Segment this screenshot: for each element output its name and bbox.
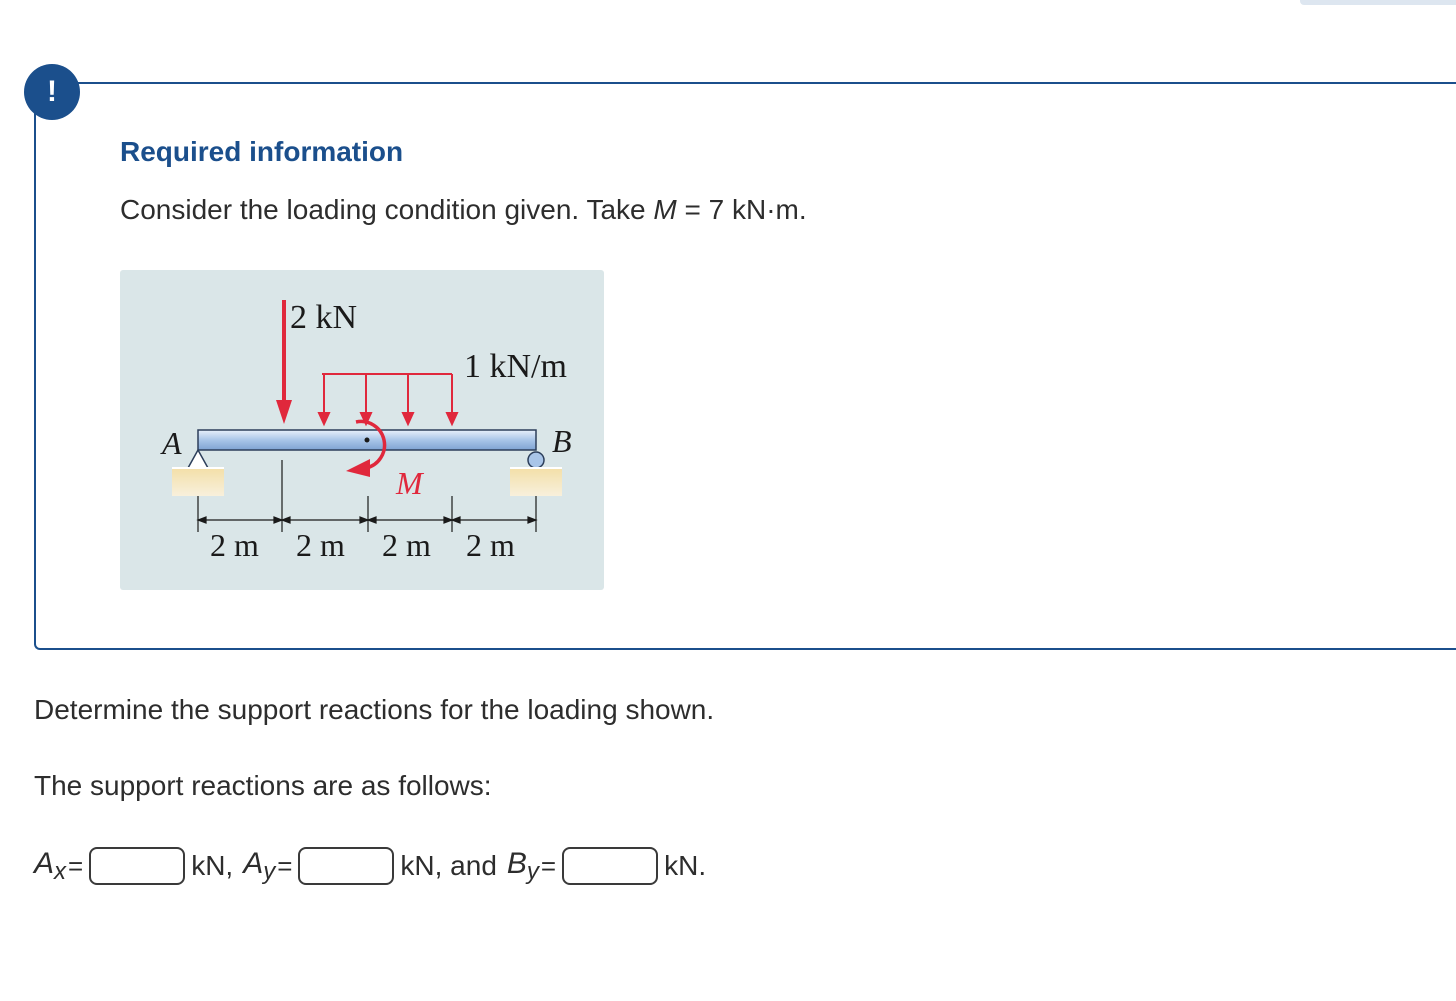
by-subscript: y <box>526 857 539 885</box>
point-load-label: 2 kN <box>290 299 358 336</box>
segment-label-1: 2 m <box>210 527 259 563</box>
ay-equals: = <box>277 850 293 881</box>
by-label <box>507 847 539 886</box>
required-info-title: Required information <box>120 136 404 167</box>
exclamation-icon: ! <box>24 64 80 120</box>
beam-diagram-svg <box>120 270 604 590</box>
info-text-prefix: Consider the loading condition given. Take <box>120 194 654 225</box>
ax-symbol: A <box>34 846 55 880</box>
by-unit: kN. <box>664 850 707 881</box>
segment-label-2: 2 m <box>296 527 345 563</box>
ax-equals: = <box>68 850 84 881</box>
ax-subscript: x <box>54 857 67 885</box>
moment-label: M <box>396 465 423 501</box>
support-label-a: A <box>162 425 182 461</box>
question-line-1: Determine the support reactions for the loading shown. <box>34 694 715 725</box>
support-label-b: B <box>552 423 572 459</box>
ax-input[interactable] <box>89 847 185 885</box>
moment-variable: M <box>653 194 677 225</box>
required-info-text <box>120 194 807 226</box>
info-text-suffix: = 7 kN·m. <box>676 194 807 225</box>
question-line-2: The support reactions are as follows: <box>34 770 492 801</box>
ay-label <box>243 847 275 886</box>
distributed-load-label: 1 kN/m <box>464 348 567 385</box>
by-input[interactable] <box>562 847 658 885</box>
ay-subscript: y <box>263 857 276 885</box>
beam-midpoint <box>365 438 370 443</box>
ax-unit: kN, <box>191 850 234 881</box>
answer-row <box>34 842 706 890</box>
top-strip <box>1300 0 1456 5</box>
ay-unit: kN, and <box>400 850 497 881</box>
segment-label-4: 2 m <box>466 527 515 563</box>
ax-label <box>34 847 66 886</box>
segment-label-3: 2 m <box>382 527 431 563</box>
by-symbol: B <box>506 846 527 880</box>
ay-symbol: A <box>243 846 264 880</box>
ay-input[interactable] <box>298 847 394 885</box>
distributed-load <box>319 374 457 424</box>
by-equals: = <box>540 850 557 881</box>
beam-diagram <box>120 270 604 590</box>
